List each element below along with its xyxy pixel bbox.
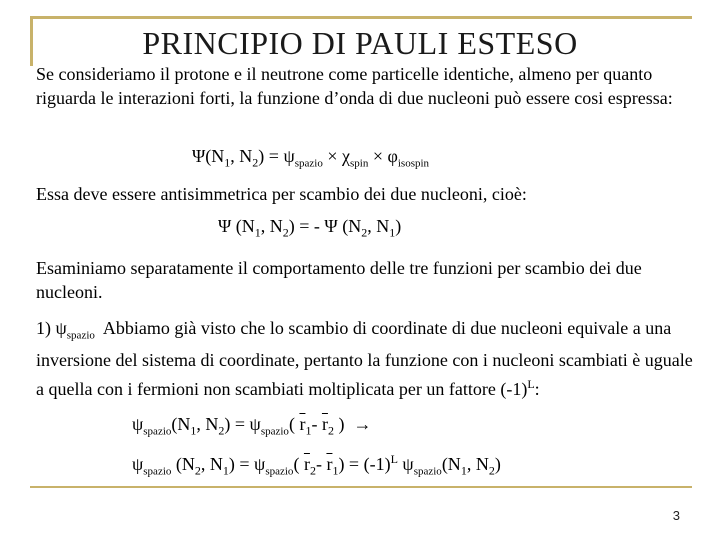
spatial-exchange-equation: $\psi_{spazio}(N_1$, $N_2) = \psi_{spazio}$( $\overline{r}_1-$ $\overline{r}_2$ ) →: [132, 414, 372, 438]
spatial-parity-equation: $\psi_{spazio}$ ($N_2$, $N_1) = \psi_{spazio}$( $\overline{r}_2-$ $\overline{r}_1) = (-1)^L$ $\psi_{spazio}(N_1$, $N_2$): [132, 452, 501, 478]
frame-top-rule: [30, 16, 692, 19]
antisymmetry-paragraph: Essa deve essere antisimmetrica per scambio dei due nucleoni, cioè:: [36, 184, 527, 204]
examine-paragraph: Esaminiamo separatamente il comportamento delle tre funzioni per scambio dei due nucleoni.: [36, 258, 642, 302]
antisymmetry-equation: Ψ ($N_1$, $N_2$) = - Ψ ($N_2$, $N_1$): [218, 216, 402, 240]
arrow-icon: →: [353, 414, 372, 434]
item-1-paragraph: 1) $\psi_{spazio}$ Abbiamo già visto che lo scambio di coordinate di due nucleoni equivale a una inversione del sistema di coordinate, pertanto la funzione con i nucleoni scambiati è uguale a quella con i fermioni non scambiati moltiplicata per un fattore $(-1)^L$:: [36, 318, 693, 399]
slide-title: PRINCIPIO DI PAULI ESTESO: [142, 25, 578, 61]
intro-paragraph: Se consideriamo il protone e il neutrone come particelle identiche, almeno per quanto riguarda le interazioni forti, la funzione d’onda di due nucleoni può essere cosi espressa:: [36, 64, 673, 108]
page-number: 3: [672, 508, 680, 523]
wavefunction-equation: $\Psi(N_1$, $N_2) = \psi_{spazio} \times \chi_{spin} \times \varphi_{isospin}$: [192, 146, 430, 170]
frame-bottom-rule: [30, 486, 692, 488]
